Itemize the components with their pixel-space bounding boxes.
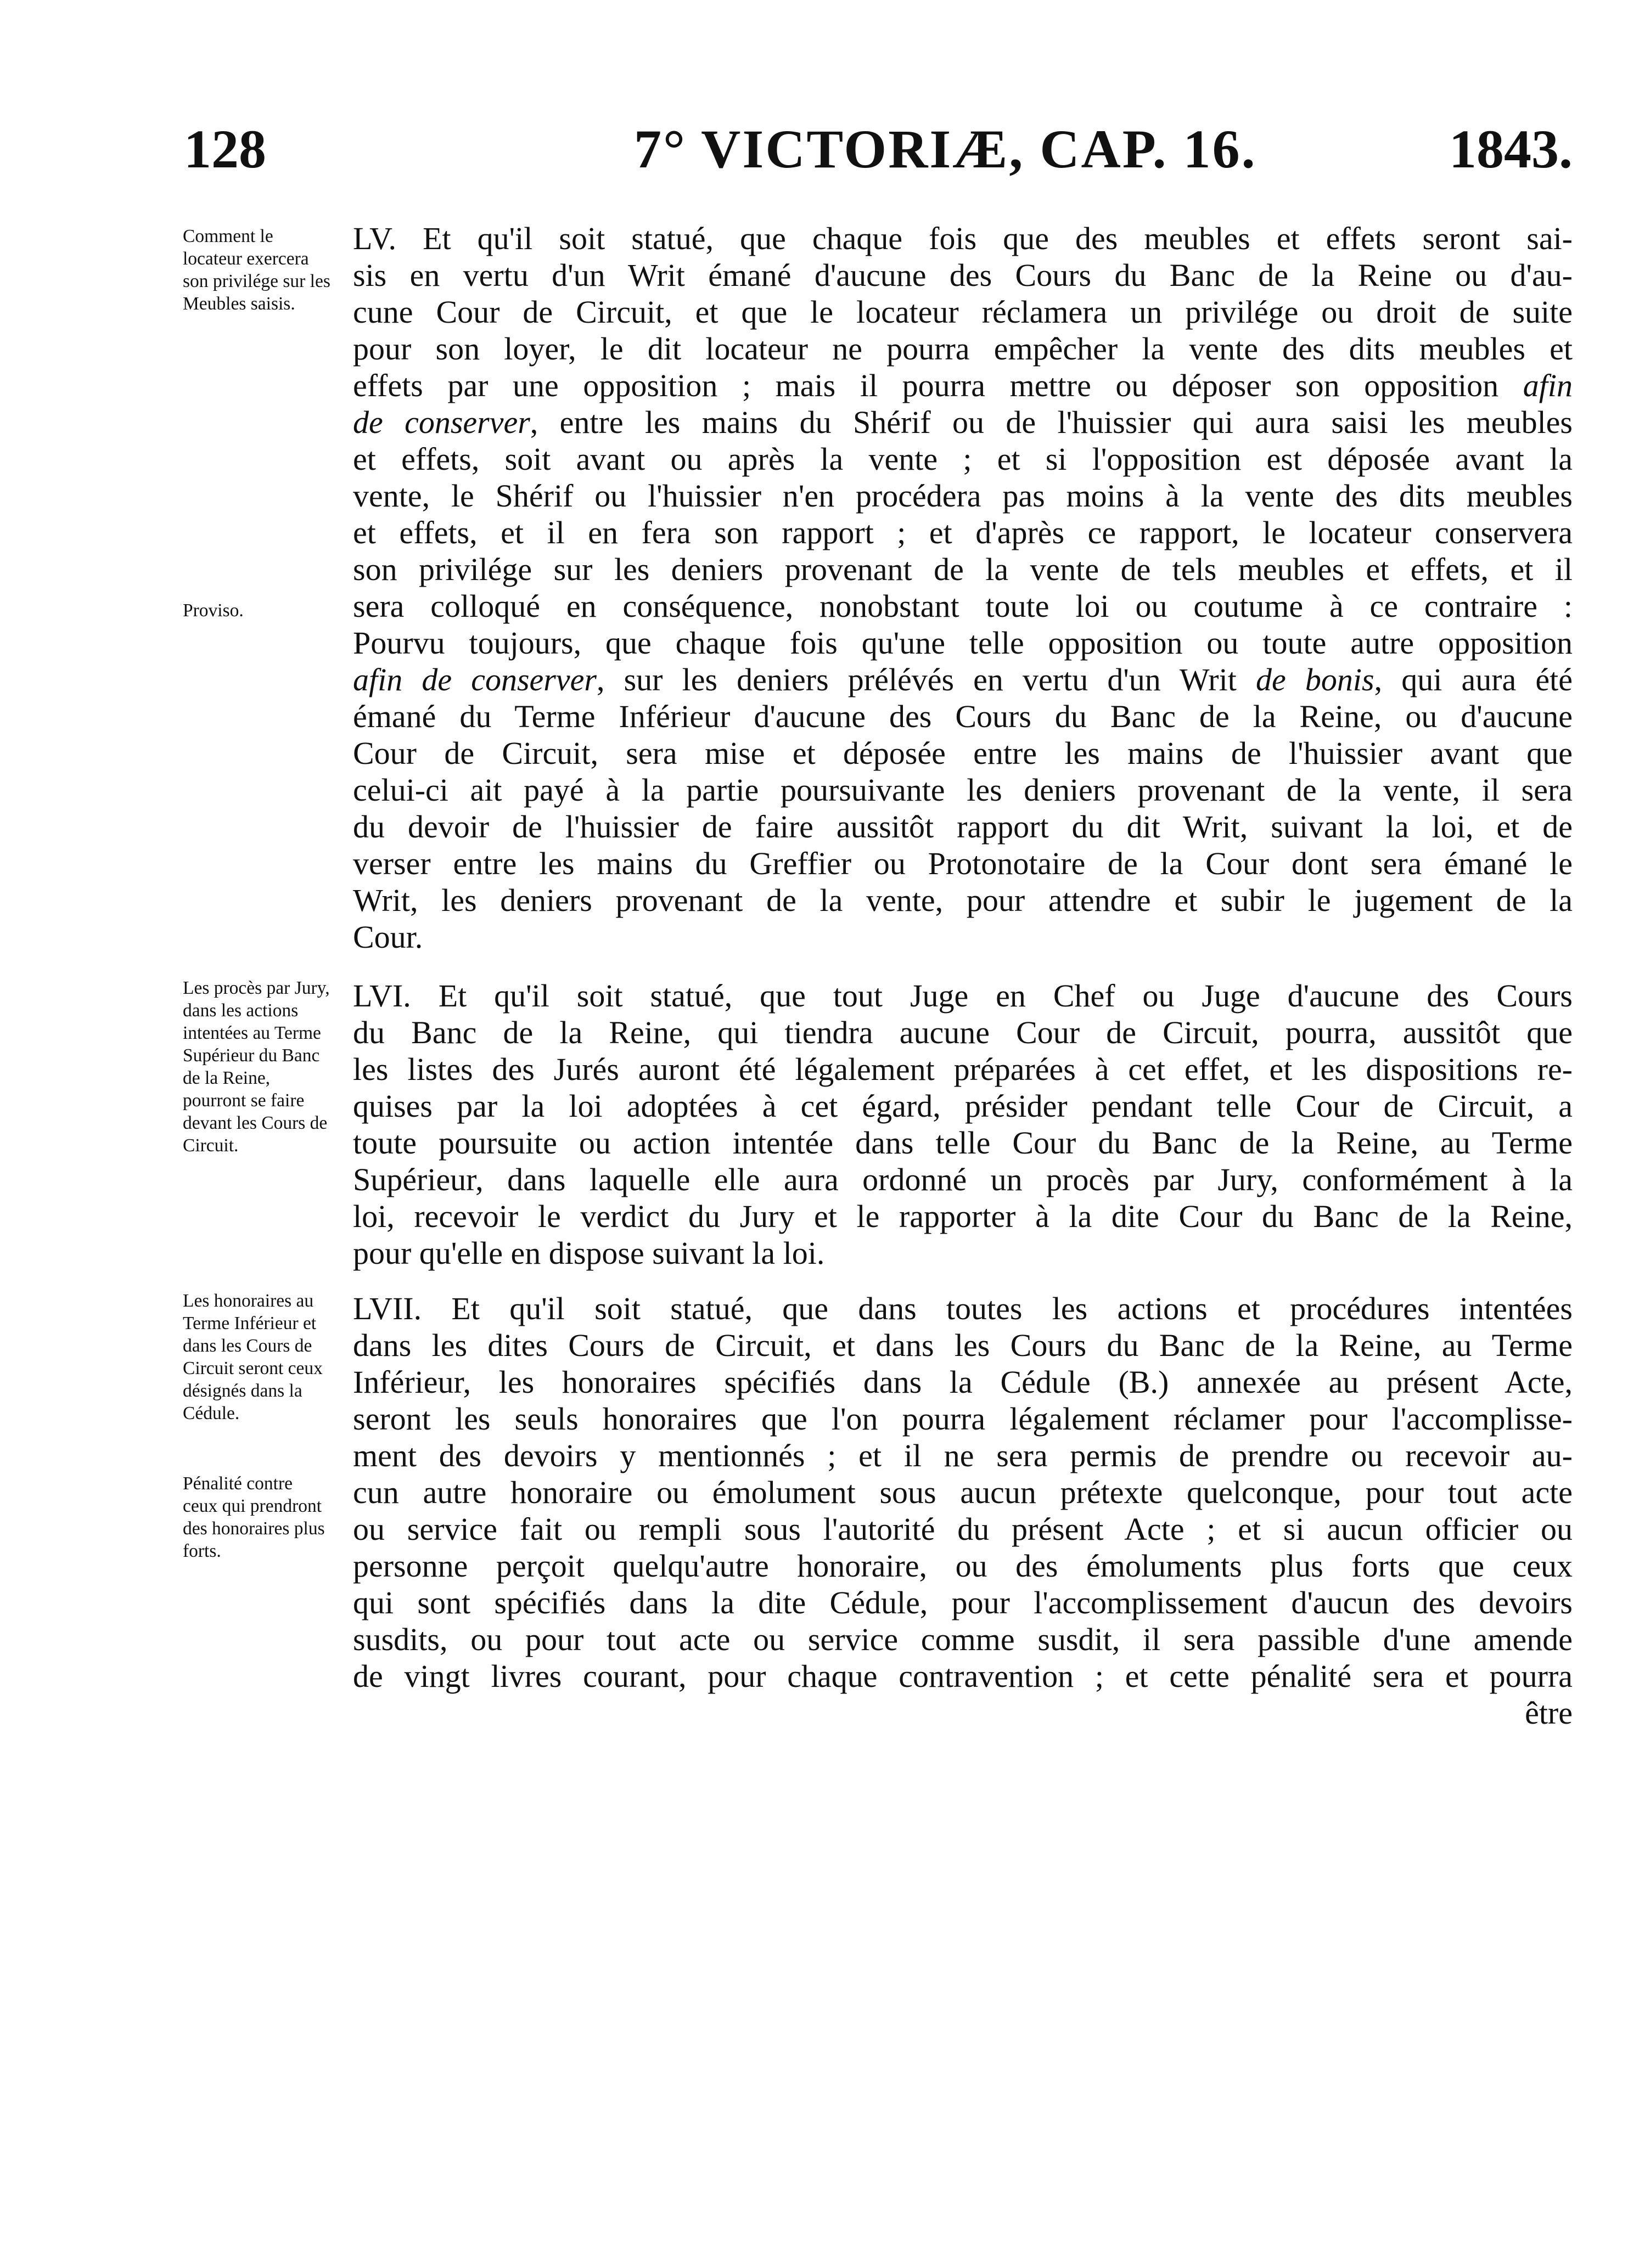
text-line: ou service fait ou rempli sous l'autorité du présent Acte ; et si aucun officier ou xyxy=(353,1511,1573,1547)
text-line: sis en vertu d'un Writ émané d'aucune des Cours du Banc de la Reine ou d'au- xyxy=(353,257,1573,293)
margin-note-locateur: Comment le locateur exercera son privilége sur les Meubles saisis. xyxy=(183,226,330,314)
text-line: et effets, et il en fera son rapport ; et d'après ce rapport, le locateur conservera xyxy=(353,515,1573,550)
margin-note-honoraires: Les honoraires au Terme Inférieur et dans les Cours de Circuit seront ceux désignés dans la Cédule. xyxy=(183,1291,323,1423)
section-lv-line-1: LV. Et qu'il soit statué, que chaque fois que des meubles et effets seront sai- xyxy=(353,221,1573,256)
text-line: cun autre honoraire ou émolument sous aucun prétexte quelconque, pour tout acte xyxy=(353,1475,1573,1510)
text-line: de vingt livres courant, pour chaque contravention ; et cette pénalité sera et pourra xyxy=(353,1658,1573,1694)
text-line: dans les dites Cours de Circuit, et dans les Cours du Banc de la Reine, au Terme xyxy=(353,1327,1573,1363)
text-line: seront les seuls honoraires que l'on pourra légalement réclamer pour l'accomplisse- xyxy=(353,1401,1573,1437)
text-line: celui-ci ait payé à la partie poursuivante les deniers provenant de la vente, il sera xyxy=(353,772,1573,808)
page-number: 128 xyxy=(184,119,266,179)
text-line: toute poursuite ou action intentée dans telle Cour du Banc de la Reine, au Terme xyxy=(353,1125,1573,1161)
text-line: ment des devoirs y mentionnés ; et il ne sera permis de prendre ou recevoir au- xyxy=(353,1438,1573,1473)
running-title: 7° VICTORIÆ, CAP. 16. xyxy=(634,119,1257,179)
text-line: émané du Terme Inférieur d'aucune des Cours du Banc de la Reine, ou d'aucune xyxy=(353,699,1573,734)
text-line: sera colloqué en conséquence, nonobstant toute loi ou coutume à ce contraire : xyxy=(353,588,1573,624)
text-line: Supérieur, dans laquelle elle aura ordonné un procès par Jury, conformément à la xyxy=(353,1162,1573,1197)
text-line: du Banc de la Reine, qui tiendra aucune Cour de Circuit, pourra, aussitôt que xyxy=(353,1015,1573,1050)
text-line: de conserver, entre les mains du Shérif ou de l'huissier qui aura saisi les meubles xyxy=(353,404,1573,440)
text-line: Cour de Circuit, sera mise et déposée entre les mains de l'huissier avant que xyxy=(353,735,1573,771)
text-line: afin de conserver, sur les deniers prélévés en vertu d'un Writ de bonis, qui aura été xyxy=(353,662,1573,697)
text-line: pour son loyer, le dit locateur ne pourra empêcher la vente des dits meubles et xyxy=(353,331,1573,367)
text-line: Pourvu toujours, que chaque fois qu'une telle opposition ou toute autre opposition xyxy=(353,625,1573,661)
text-line: effets par une opposition ; mais il pourra mettre ou déposer son opposition afin xyxy=(353,368,1573,403)
text-line: son privilége sur les deniers provenant de la vente de tels meubles et effets, et il xyxy=(353,551,1573,587)
text-line: personne perçoit quelqu'autre honoraire, ou des émoluments plus forts que ceux xyxy=(353,1548,1573,1584)
text-line: loi, recevoir le verdict du Jury et le rapporter à la dite Cour du Banc de la Reine, xyxy=(353,1198,1573,1234)
margin-note-penalite: Pénalité contre ceux qui prendront des honoraires plus forts. xyxy=(183,1473,325,1561)
text-line: Inférieur, les honoraires spécifiés dans la Cédule (B.) annexée au présent Acte, xyxy=(353,1364,1573,1400)
header-year: 1843. xyxy=(1449,119,1573,179)
section-lvii-line-1: LVII. Et qu'il soit statué, que dans toutes les actions et procédures intentées xyxy=(353,1291,1573,1326)
catchword: être xyxy=(1525,1695,1573,1731)
text-line: verser entre les mains du Greffier ou Protonotaire de la Cour dont sera émané le xyxy=(353,846,1573,881)
text-line: et effets, soit avant ou après la vente ; et si l'opposition est déposée avant la xyxy=(353,441,1573,477)
section-lvi-line-1: LVI. Et qu'il soit statué, que tout Juge en Chef ou Juge d'aucune des Cours xyxy=(353,978,1573,1014)
text-line: qui sont spécifiés dans la dite Cédule, pour l'accomplissement d'aucun des devoirs xyxy=(353,1585,1573,1620)
text-line: Writ, les deniers provenant de la vente, pour attendre et subir le jugement de la xyxy=(353,882,1573,918)
text-line: Cour. xyxy=(353,919,423,955)
margin-note-proviso: Proviso. xyxy=(183,600,244,621)
text-line: vente, le Shérif ou l'huissier n'en procédera pas moins à la vente des dits meubles xyxy=(353,478,1573,514)
text-line: les listes des Jurés auront été légalement préparées à cet effet, et les dispositions re- xyxy=(353,1051,1573,1087)
page-header xyxy=(184,117,1573,189)
margin-note-proces-par-jury: Les procès par Jury, dans les actions intentées au Terme Supérieur du Banc de la Reine, pourront se faire devant les Cours de Circuit. xyxy=(183,978,330,1156)
text-line: pour qu'elle en dispose suivant la loi. xyxy=(353,1235,825,1271)
text-line: susdits, ou pour tout acte ou service comme susdit, il sera passible d'une amende xyxy=(353,1622,1573,1657)
text-line: du devoir de l'huissier de faire aussitôt rapport du dit Writ, suivant la loi, et de xyxy=(353,809,1573,845)
text-line: quises par la loi adoptées à cet égard, présider pendant telle Cour de Circuit, a xyxy=(353,1088,1573,1124)
text-line: cune Cour de Circuit, et que le locateur réclamera un privilége ou droit de suite xyxy=(353,294,1573,330)
